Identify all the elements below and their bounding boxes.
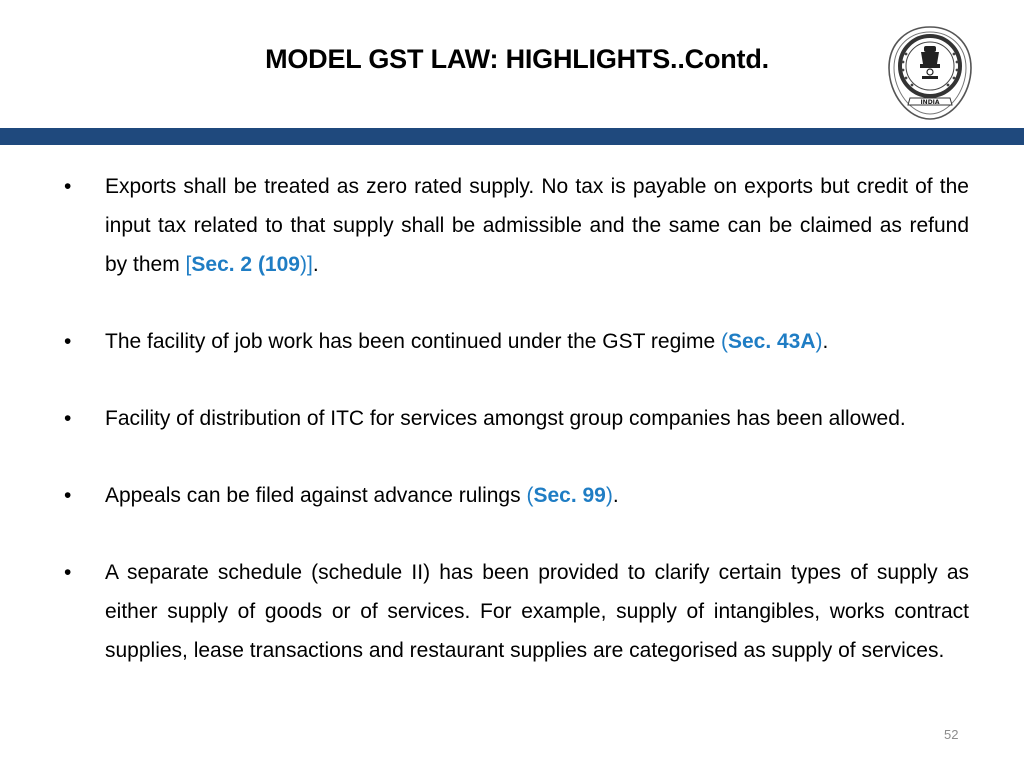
bullet-text: Appeals can be filed against advance rulings [105, 484, 527, 507]
bullet-marker: • [64, 484, 72, 507]
bullet-text: A separate schedule (schedule II) has been provided to clarify certain types of supply as either supply of goods or of services. For example, supply of intangibles, works contract supplies, lease transactions and restaurant supplies are categorised as supply of services. [105, 561, 969, 662]
section-reference: (Sec. 99) [526, 484, 613, 507]
bullet-item-exports: • Exports shall be treated as zero rated supply. No tax is payable on exports but credit of the input tax related to that supply shall be admissible and the same can be claimed as refund by them [Sec. 2 (109)]. [64, 167, 969, 284]
bullet-text: The facility of job work has been continued under the GST regime [105, 330, 721, 353]
bullet-item-itc-distribution [64, 399, 969, 438]
section-reference: (Sec. 43A) [720, 330, 823, 353]
bullet-marker: • [64, 561, 72, 584]
bullet-text: Facility of distribution of ITC for services amongst group companies has been allowed. [105, 407, 906, 430]
emblem-label: INDIA [920, 99, 940, 106]
section-reference: [Sec. 2 (109)] [185, 253, 313, 276]
bullet-item-schedule-ii [64, 553, 969, 670]
bullet-text: Exports shall be treated as zero rated supply. No tax is payable on exports but credit of the input tax related to that supply shall be admissible and the same can be claimed as refund by them [105, 175, 969, 276]
bullet-item-appeals: • Appeals can be filed against advance rulings (Sec. 99). [64, 476, 969, 515]
page-number: 52 [944, 727, 959, 742]
bullet-list [64, 167, 969, 708]
national-emblem-icon [886, 24, 974, 122]
bullet-marker: • [64, 407, 72, 430]
bullet-marker: • [64, 330, 72, 353]
bullet-marker: • [64, 175, 72, 198]
slide-title: MODEL GST LAW: HIGHLIGHTS..Contd. [265, 44, 769, 74]
bullet-item-job-work: • The facility of job work has been continued under the GST regime (Sec. 43A). [64, 322, 969, 361]
header-rule [0, 128, 1024, 145]
